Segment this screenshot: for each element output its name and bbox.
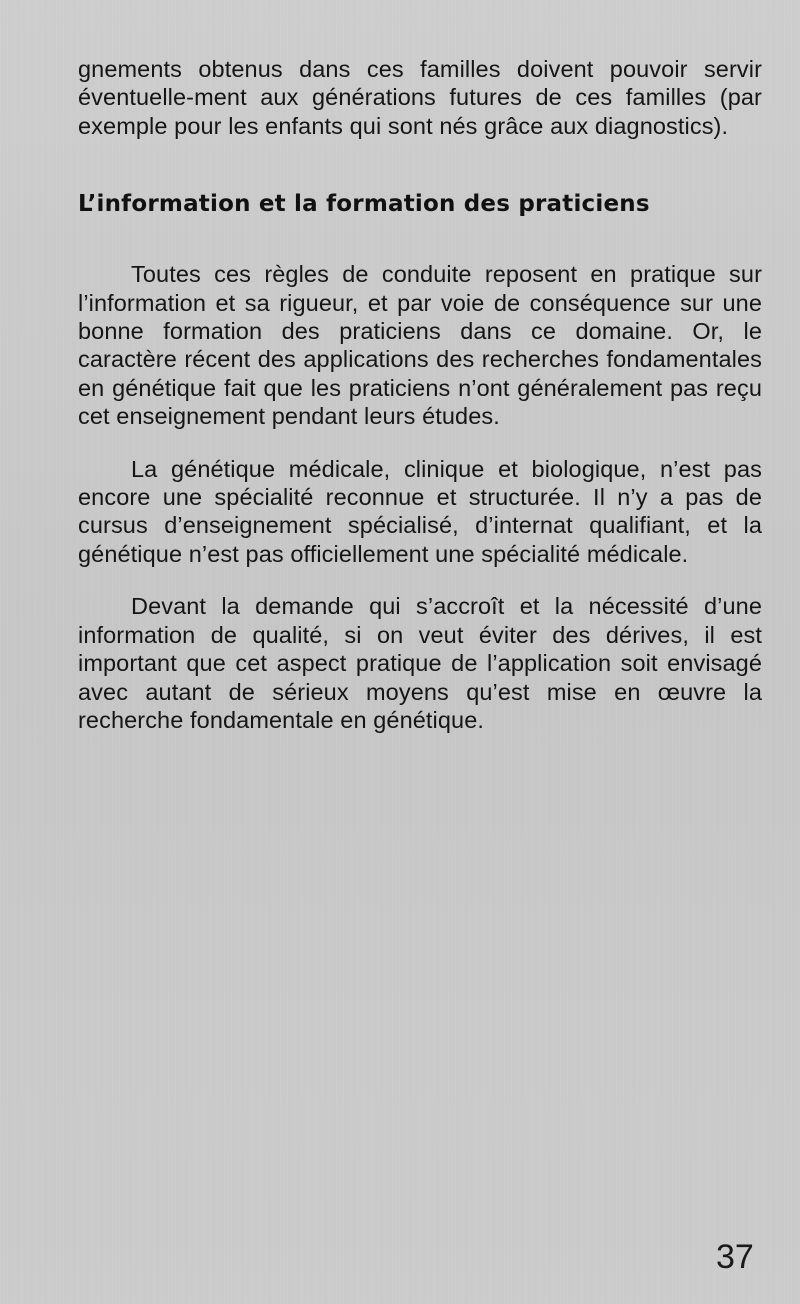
paragraph-continued: gnements obtenus dans ces familles doivent pouvoir servir éventuelle-ment aux générations futures de ces familles (par exemple pour les enfants qui sont nés grâce aux diagnostics).: [78, 56, 762, 139]
page-content: [78, 55, 762, 734]
paragraph-information: Toutes ces règles de conduite reposent en pratique sur l’information et sa rigueur, et par voie de conséquence sur une bonne formation des praticiens dans ce domaine. Or, le caractère récent des applications des recherches fondamentales en génétique fait que les praticiens n’ont généralement pas reçu cet enseignement pendant leurs études.: [78, 261, 762, 430]
page-number: 37: [716, 1238, 754, 1276]
paragraph-genetique-medicale: La génétique médicale, clinique et biologique, n’est pas encore une spécialité reconnue et structurée. Il n’y a pas de cursus d’enseignement spécialisé, d’internat qualifiant, et la génétique n’est pas officiellement une spécialité médicale.: [78, 455, 762, 567]
paragraph-demande: Devant la demande qui s’accroît et la nécessité d’une information de qualité, si on veut éviter des dérives, il est important que cet aspect pratique de l’application soit envisagé avec autant de sérieux moyens qu’est mise en œuvre la recherche fondamentale en génétique.: [78, 593, 762, 733]
section-heading: L’information et la formation des praticiens: [78, 191, 650, 218]
